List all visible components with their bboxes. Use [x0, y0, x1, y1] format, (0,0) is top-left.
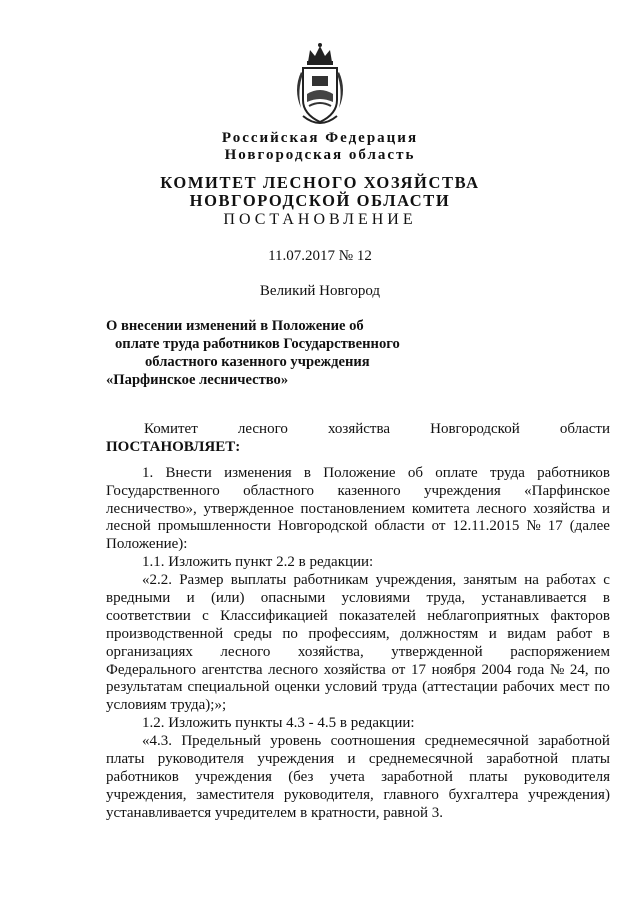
body-word: 17 — [411, 661, 426, 678]
body-line — [106, 518, 610, 536]
body-word: работников — [106, 768, 179, 785]
body-word: агентства — [201, 661, 263, 678]
body-word: с — [202, 607, 209, 624]
body-word: труда, — [426, 590, 466, 607]
body-word: утвержденное — [203, 500, 294, 517]
body-word: в — [303, 464, 311, 481]
body-word: работах — [546, 572, 597, 589]
body-word: учреждения — [423, 482, 501, 499]
body-word: 1. — [142, 464, 154, 481]
body-word: платы — [106, 751, 145, 768]
body-line — [106, 501, 610, 519]
body-word: 12.11.2015 — [452, 518, 520, 535]
body-word: с — [603, 572, 610, 589]
body-word: на — [524, 572, 539, 589]
body-line: 1.2. Изложить пункты 4.3 - 4.5 в редакции: — [142, 715, 415, 732]
body-word: Новгородской — [277, 518, 368, 535]
body-word: профессиям, — [308, 625, 390, 642]
body-word: области — [374, 518, 425, 535]
title-line: областного казенного учреждения — [145, 354, 370, 370]
document-body — [106, 421, 610, 823]
body-word: главного — [383, 786, 439, 803]
body-line — [106, 465, 610, 483]
body-word: заработной — [381, 768, 453, 785]
body-word: устанавливается — [481, 590, 587, 607]
body-word: от — [391, 661, 406, 678]
body-word: руководителя — [157, 751, 244, 768]
body-line — [106, 608, 610, 626]
body-word: учета — [329, 768, 365, 785]
body-word: специальной — [187, 679, 270, 696]
body-word: лесного — [268, 661, 319, 678]
document-city: Великий Новгород — [259, 283, 381, 299]
body-word: (без — [288, 768, 314, 785]
body-word: уровень — [270, 733, 322, 750]
preamble-line — [106, 421, 610, 439]
document-type: ПОСТАНОВЛЕНИЕ — [223, 211, 417, 228]
body-line — [106, 733, 610, 751]
body-word: платы — [571, 751, 610, 768]
body-word: вредными — [106, 590, 171, 607]
body-word: организациях — [106, 643, 193, 660]
committee-name-line1: КОМИТЕТ ЛЕСНОГО ХОЗЯЙСТВА — [160, 173, 480, 192]
body-word: комитета — [411, 500, 470, 517]
body-word: Классификацией — [220, 607, 328, 624]
body-word: «2.2. — [142, 572, 172, 589]
body-word: учреждения) — [528, 786, 610, 803]
body-word: результатам — [106, 679, 183, 696]
body-word: среднемесячной — [368, 751, 474, 768]
body-word: по — [594, 661, 610, 678]
body-word: Государственного — [106, 482, 220, 499]
preamble-word: Комитет — [144, 421, 198, 437]
body-word: учреждения, — [106, 786, 187, 803]
body-word: Предельный — [181, 733, 261, 750]
body-word: 24, — [569, 661, 589, 678]
body-word: Размер — [179, 572, 224, 589]
body-word: лесной — [106, 518, 151, 535]
body-word: «4.3. — [142, 733, 172, 750]
body-word: и — [186, 590, 195, 607]
body-word: от — [431, 518, 446, 535]
body-line — [106, 769, 610, 787]
body-word: учреждения — [195, 768, 272, 785]
title-line: оплате труда работников Государственного — [115, 336, 400, 352]
body-word: опасными — [260, 590, 326, 607]
body-word: «Парфинское — [524, 482, 610, 499]
body-word: лесничество», — [106, 500, 197, 517]
body-word: учреждения — [257, 751, 335, 768]
body-word: оплате — [435, 464, 478, 481]
body-word: руководителя, — [283, 786, 374, 803]
body-word: и — [347, 751, 356, 768]
body-word: условий — [325, 679, 378, 696]
body-line: Положение): — [106, 536, 188, 553]
body-word: по — [282, 625, 298, 642]
body-paragraphs — [106, 465, 610, 823]
body-word: среднемесячной — [424, 733, 529, 750]
body-word: труда — [382, 679, 418, 696]
body-word: труда — [489, 464, 525, 481]
body-line — [106, 679, 610, 697]
body-word: по — [594, 679, 610, 696]
body-line: устанавливается учредителем в кратности, равной 3. — [106, 804, 444, 821]
body-word: промышленности — [157, 518, 271, 535]
body-word: (аттестации — [422, 679, 498, 696]
title-line: О внесении изменений в Положение об — [106, 318, 364, 334]
body-line — [106, 662, 610, 680]
body-word: бухгалтера — [448, 786, 519, 803]
body-word: Федерального — [106, 661, 197, 678]
body-word: неблагоприятных — [427, 607, 540, 624]
body-word: (далее — [569, 518, 610, 535]
body-word: видам — [507, 625, 547, 642]
body-word: хозяйства — [533, 500, 596, 517]
body-word: Положение — [323, 464, 396, 481]
body-word: распоряжением — [510, 643, 610, 660]
body-word: об — [407, 464, 423, 481]
body-word: оценки — [274, 679, 321, 696]
body-word: заработной — [486, 751, 559, 768]
body-word: (или) — [210, 590, 245, 607]
body-word: в — [602, 590, 610, 607]
body-word: в — [602, 625, 610, 642]
document-date-number: 11.07.2017 № 12 — [268, 248, 372, 264]
body-word: должностям — [400, 625, 479, 642]
body-word: факторов — [550, 607, 610, 624]
body-word: № — [549, 661, 565, 678]
body-word: 17 — [547, 518, 563, 535]
document-title — [106, 317, 400, 389]
body-word: казенного — [337, 482, 401, 499]
body-word: постановлением — [300, 500, 406, 517]
country-name: Российская Федерация — [221, 130, 419, 146]
body-word: условиями — [341, 590, 411, 607]
body-word: соответствии — [106, 607, 191, 624]
preamble-word: области — [559, 421, 610, 437]
body-word: рабочих — [502, 679, 555, 696]
body-word: областного — [243, 482, 315, 499]
body-word: изменения — [224, 464, 292, 481]
body-line — [106, 787, 610, 805]
body-line — [106, 572, 610, 590]
body-word: работ — [556, 625, 593, 642]
body-line — [106, 590, 610, 608]
body-word: среды — [233, 625, 272, 642]
body-word: утвержденной — [391, 643, 483, 660]
body-word: и — [601, 500, 610, 517]
body-word: и — [488, 625, 497, 642]
body-word: 2004 — [481, 661, 512, 678]
body-word: мест — [559, 679, 590, 696]
coat-of-arms-icon — [293, 42, 347, 132]
body-line: 1.1. Изложить пункт 2.2 в редакции: — [142, 554, 374, 571]
preamble-word: хозяйства — [327, 421, 391, 437]
body-word: руководителя — [523, 768, 610, 785]
region-name: Новгородская область — [224, 147, 416, 163]
body-word: показателей — [339, 607, 416, 624]
body-word: хозяйства, — [297, 643, 364, 660]
body-word: № — [526, 518, 541, 535]
body-word: работникам — [293, 572, 369, 589]
body-word: ноября — [431, 661, 476, 678]
body-word: заработной — [538, 733, 610, 750]
body-word: лесного — [220, 643, 271, 660]
preamble-word: Новгородской — [430, 421, 520, 437]
body-line — [106, 751, 610, 769]
body-word: хозяйства — [323, 661, 386, 678]
title-line: «Парфинское лесничество» — [106, 372, 289, 388]
body-word: занятым — [463, 572, 518, 589]
body-word: платы — [469, 768, 508, 785]
body-line — [106, 483, 610, 501]
body-word: Внести — [165, 464, 212, 481]
resolves-heading: ПОСТАНОВЛЯЕТ: — [106, 438, 241, 455]
body-word: соотношения — [330, 733, 416, 750]
committee-name-line2: НОВГОРОДСКОЙ ОБЛАСТИ — [189, 191, 451, 210]
body-word: заместителя — [196, 786, 275, 803]
body-word: года — [517, 661, 545, 678]
body-word: лесного — [476, 500, 527, 517]
preamble-word: лесного — [237, 421, 288, 437]
body-word: работников — [537, 464, 610, 481]
body-line — [106, 644, 610, 662]
body-word: выплаты — [230, 572, 287, 589]
body-word: производственной — [106, 625, 224, 642]
body-line: условиям труда);»; — [106, 697, 227, 714]
body-word: учреждения, — [375, 572, 457, 589]
body-line — [106, 626, 610, 644]
